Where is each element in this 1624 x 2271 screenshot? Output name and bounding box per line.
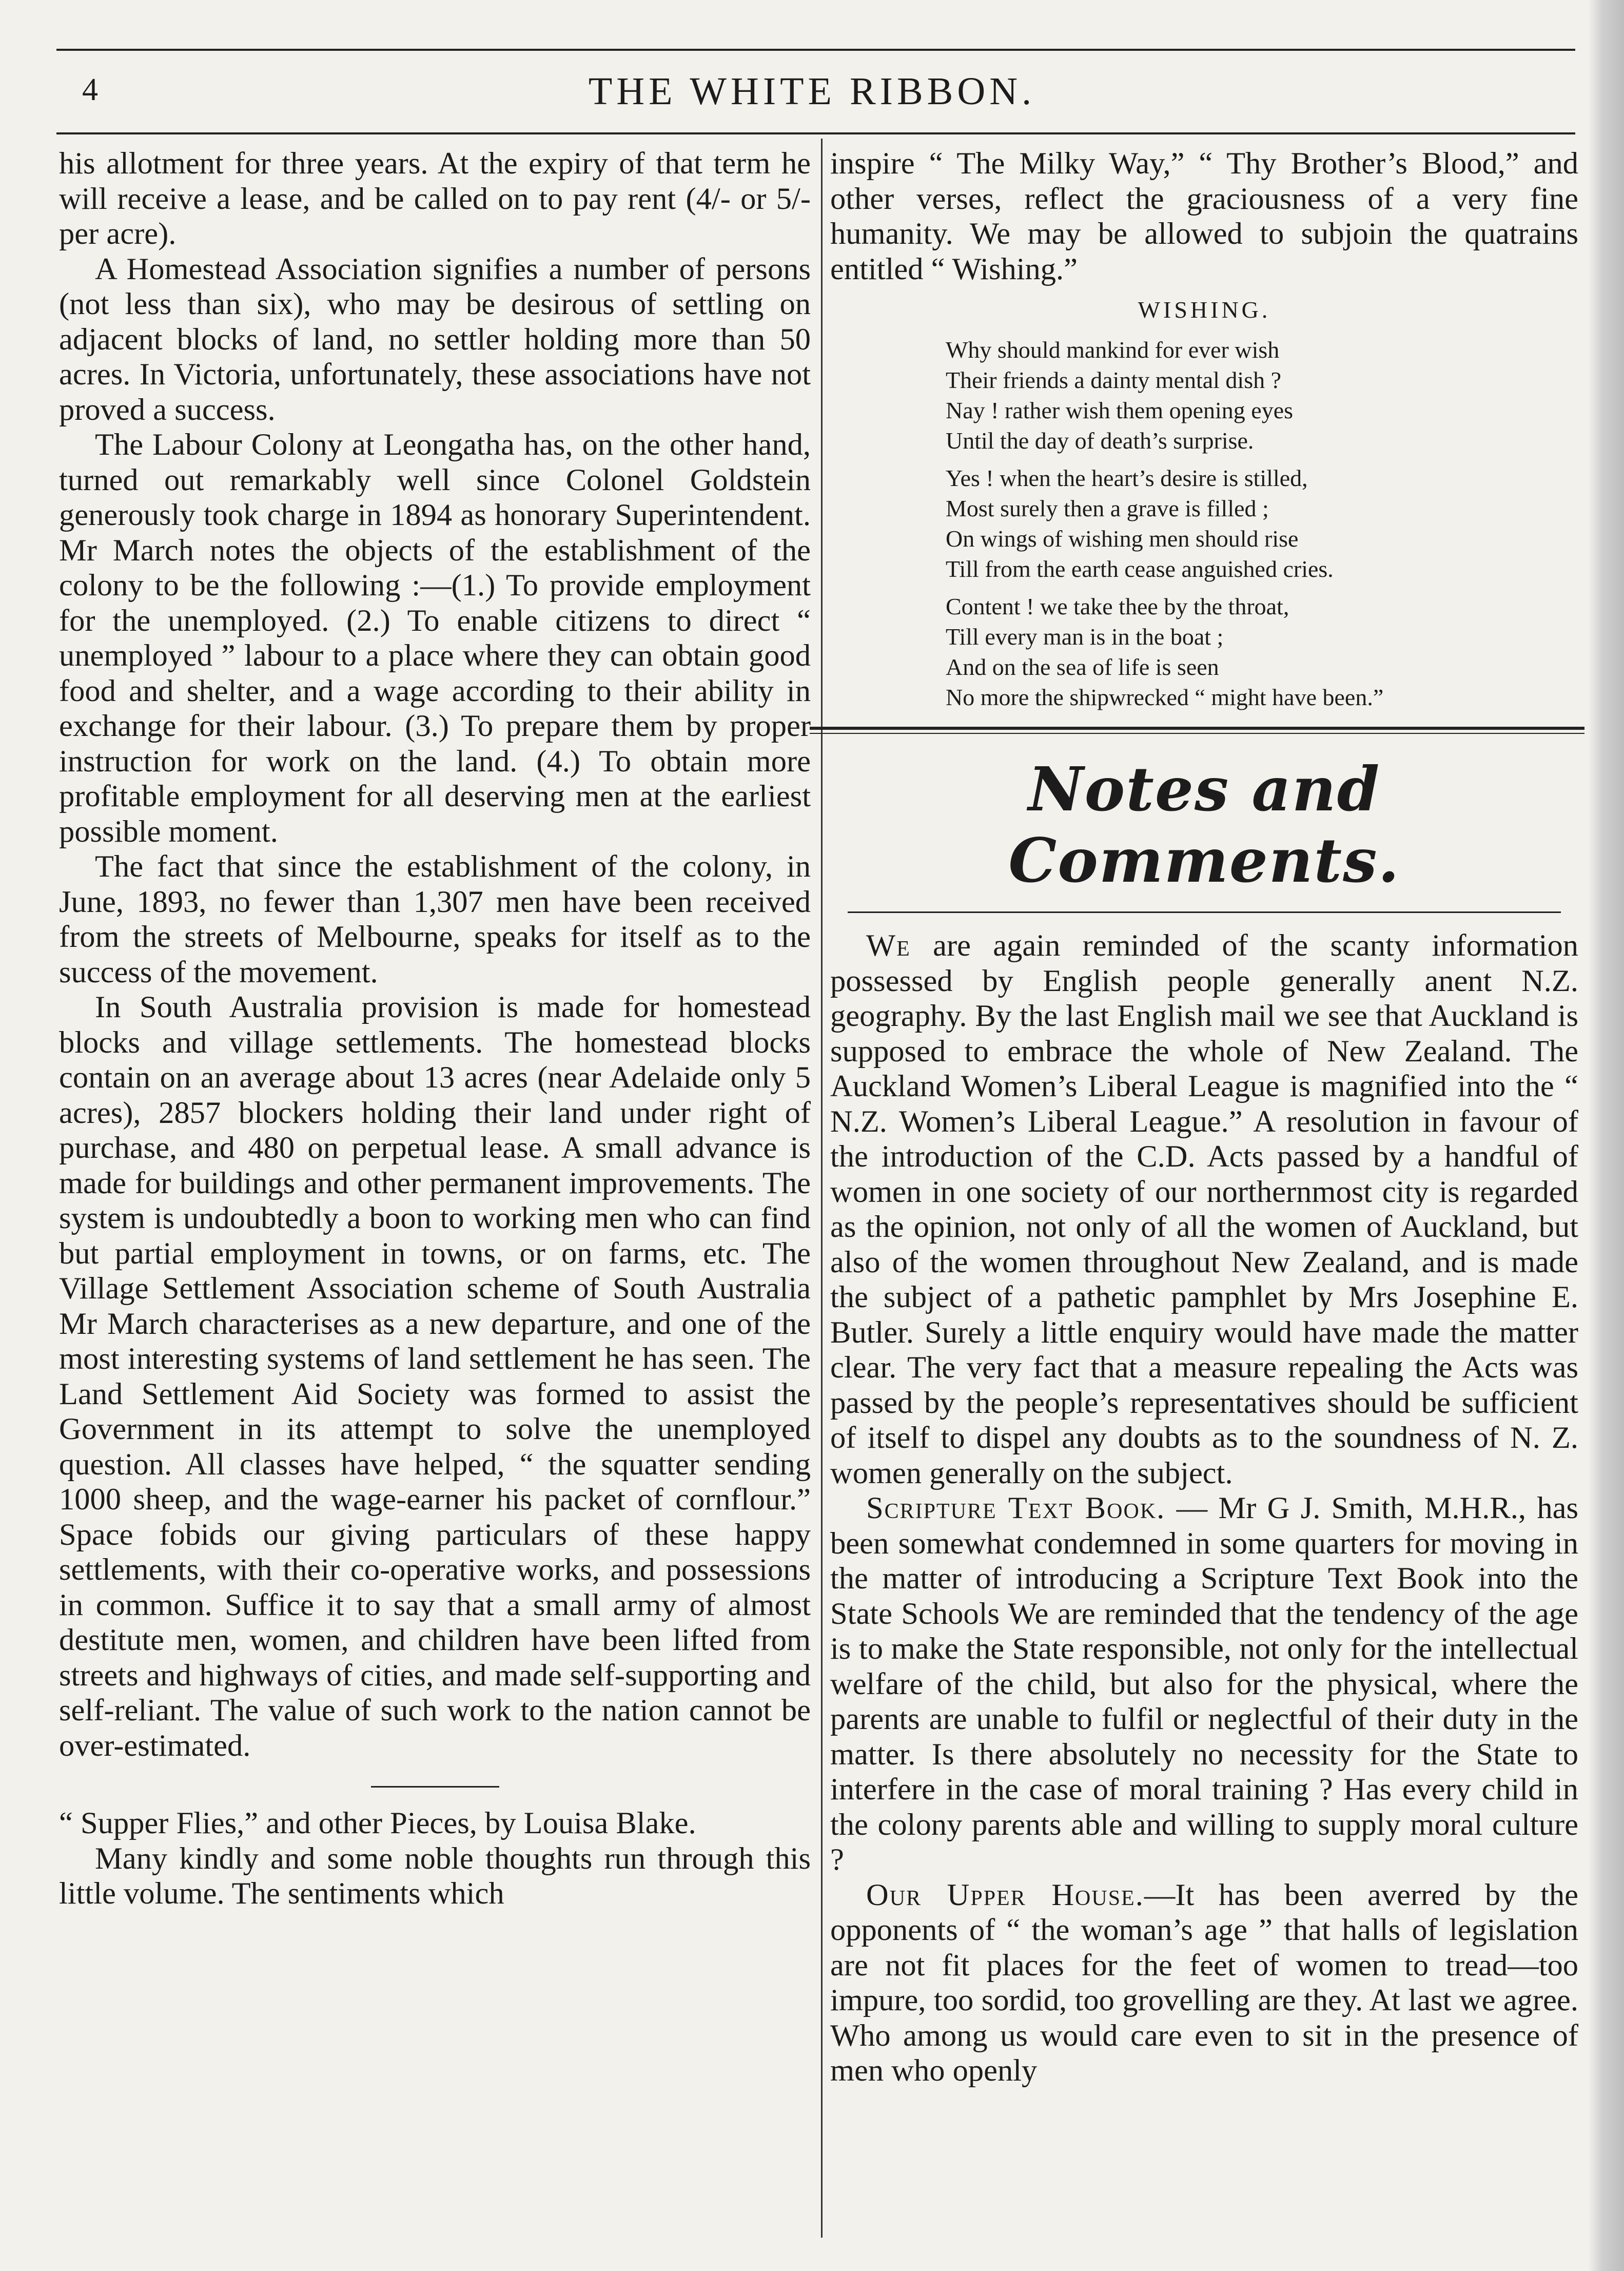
note-body: —It has been averred by the opponents of “ the woman’s age ” that halls of legislation are not fit places for the feet of women to tread—too impure, too sordid, too grovelling are they. At last we agree. Who among us would care even to sit in the presence of men who openly <box>830 1877 1578 2088</box>
article-paragraph: The fact that since the establishment of the colony, in June, 1893, no fewer than 1,307 men have been received from the streets of Melbourne, speaks for itself as to the success of the movement. <box>59 849 811 989</box>
poem-line: Content ! we take thee by the throat, <box>946 593 1289 619</box>
note-paragraph <box>830 928 1578 1491</box>
book-review-title: “ Supper Flies,” and other Pieces, by Louisa Blake. <box>59 1806 696 1840</box>
article-paragraph: inspire “ The Milky Way,” “ Thy Brother’s Blood,” and other verses, reflect the graciousness of a very fine humanity. We may be allowed to subjoin the quatrains entitled “ Wishing.” <box>830 146 1578 286</box>
note-lead: We <box>866 928 911 963</box>
scan-edge <box>1588 0 1624 2271</box>
article-paragraph: In South Australia provision is made for homestead blocks and village settlements. The homestead blocks contain on an average about 13 acres (near Adelaide only 5 acres), 2857 blockers holding their land under right of purchase, and 480 on perpetual lease. A small advance is made for buildings and other permanent improvements. The system is undoubtedly a boon to working men who can find but partial employment in towns, or on farms, etc. The Village Settlement Association scheme of South Australia Mr March characterises as a new departure, and one of the most interesting systems of land settlement he has seen. The Land Settlement Aid Society was formed to assist the Government in its attempt to solve the unemployed question. All classes have helped, “ the squatter sending 1000 sheep, and the wage-earner his packet of cornflour.” Space fobids our giving particulars of these happy settlements, with their co-operative works, and possessions in common. Suffice it to say that a small army of almost destitute men, women, and children have been lifted from streets and highways of cities, and made self-supporting and self-reliant. The value of such work to the nation cannot be over-estimated. <box>59 990 811 1763</box>
article-paragraph: Many kindly and some noble thoughts run through this little volume. The sentiments which <box>59 1841 811 1911</box>
poem-line: Till every man is in the boat ; <box>946 624 1224 650</box>
note-paragraph <box>830 1491 1578 1878</box>
poem-line: Nay ! rather wish them opening eyes <box>946 397 1294 423</box>
section-heading: Notes and Comments. <box>1008 753 1400 896</box>
left-column <box>59 146 811 1912</box>
poem <box>830 335 1578 712</box>
double-rule <box>810 727 1584 734</box>
page-number: 4 <box>82 72 98 107</box>
note-body: — Mr G J. Smith, M.H.R., has been somewhat condemned in some quarters for moving in the matter of introducing a Scripture Text Book into the State Schools We are reminded that the tendency of the age is to make the State responsible, not only for the intellectual welfare of the child, but also for the physical, where the parents are unable to fulfil or neglectful of their duty in the matter. Is there absolutely no necessity for the State to interfere in the case of moral training ? Has every child in the colony parents able and willing to supply moral culture ? <box>830 1491 1578 1877</box>
article-paragraph: his allotment for three years. At the expiry of that term he will receive a lease, and be called on to pay rent (4/- or 5/- per acre). <box>59 146 811 251</box>
header-rule-bottom <box>56 132 1575 134</box>
poem-line: Their friends a dainty mental dish ? <box>946 367 1282 393</box>
poem-line: Most surely then a grave is filled ; <box>946 495 1269 521</box>
poem-line: No more the shipwrecked “ might have been.” <box>946 684 1384 710</box>
poem-line: On wings of wishing men should rise <box>946 526 1299 552</box>
poem-line: Till from the earth cease anguished cries. <box>946 556 1334 582</box>
poem-stanza <box>946 463 1578 584</box>
section-separator <box>371 1786 499 1788</box>
note-paragraph <box>830 1878 1578 2089</box>
poem-stanza <box>946 591 1578 712</box>
note-body: are again reminded of the scanty information possessed by English people generally anent N.Z. geography. By the last English mail we see that Auckland is supposed to embrace the whole of New Zealand. The Auckland Women’s Liberal League is magnified into the “ N.Z. Women’s Liberal League.” A resolution in favour of the introduction of the C.D. Acts passed by a handful of women in one society of our northernmost city is regarded as the opinion, not only of all the women of Auckland, but also of the women throughout New Zealand, and is made the subject of a pathetic pamphlet by Mrs Josephine E. Butler. Surely a little enquiry would have made the matter clear. The very fact that a measure repealing the Acts was passed by the people’s representatives should be sufficient of itself to dispel any doubts as to the soundness of N. Z. women generally on the subject. <box>830 928 1578 1490</box>
column-divider <box>821 139 823 2238</box>
note-lead: Scripture Text Book. <box>866 1491 1166 1525</box>
right-column <box>830 146 1578 2089</box>
article-paragraph: The Labour Colony at Leongatha has, on the other hand, turned out remarkably well since Colonel Goldstein generously took charge in 1894 as honorary Superintendent. Mr March notes the objects of the establishment of the colony to be the following :—(1.) To provide employment for the unemployed. (2.) To enable citizens to direct “ unemployed ” labour to a place where they can obtain good food and shelter, and a wage according to their ability in exchange for their labour. (3.) To prepare them by proper instruction for work on the land. (4.) To obtain more profitable employment for all deserving men at the earliest possible moment. <box>59 428 811 849</box>
section-heading-rule <box>848 911 1561 913</box>
header-rule-top <box>56 49 1575 51</box>
poem-line: Yes ! when the heart’s desire is stilled, <box>946 465 1308 491</box>
poem-line: Why should mankind for ever wish <box>946 337 1280 363</box>
poem-line: And on the sea of life is seen <box>946 654 1219 680</box>
poem-title: WISHING. <box>1138 297 1271 323</box>
article-paragraph: A Homestead Association signifies a number of persons (not less than six), who may be desirous of settling on adjacent blocks of land, no settler holding more than 50 acres. In Victoria, unfortunately, these associations have not proved a success. <box>59 251 811 427</box>
poem-line: Until the day of death’s surprise. <box>946 428 1254 454</box>
running-title: THE WHITE RIBBON. <box>588 70 1036 113</box>
note-lead: Our Upper House. <box>866 1877 1144 1912</box>
poem-stanza <box>946 335 1578 456</box>
